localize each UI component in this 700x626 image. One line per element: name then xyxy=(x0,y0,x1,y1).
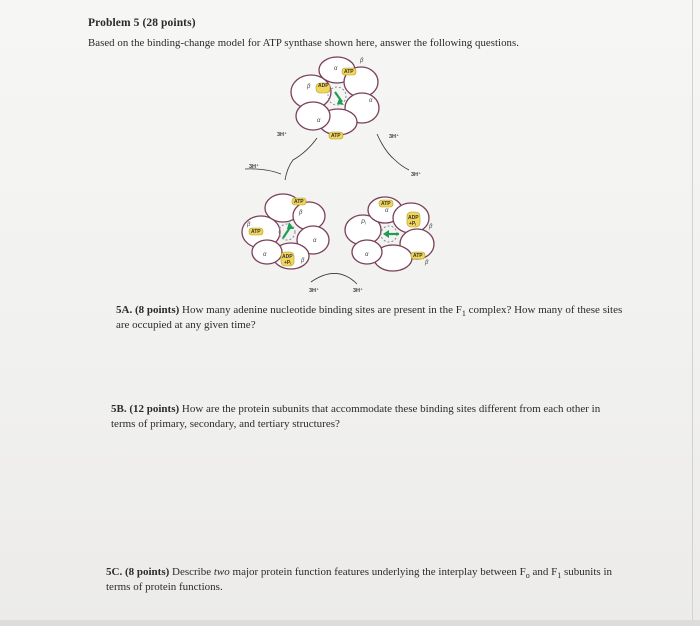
question-5c xyxy=(106,565,626,595)
beta-label: β xyxy=(299,210,303,216)
alpha-label: α xyxy=(385,208,389,214)
nucleotide-label: ATP xyxy=(344,69,354,75)
alpha-label: α xyxy=(313,238,317,244)
question-points: (8 points) xyxy=(134,304,180,316)
beta-label: β xyxy=(307,84,311,90)
beta-label: β xyxy=(429,224,433,230)
question-label: 5B. xyxy=(111,403,127,415)
alpha-label: α xyxy=(365,252,369,258)
problem-intro: Based on the binding-change model for ATP synthase shown here, answer the following questions. xyxy=(88,37,519,49)
alpha-label: α xyxy=(317,118,321,124)
problem-title: Problem 5 (28 points) xyxy=(88,17,196,29)
nucleotide-label: ATP xyxy=(381,201,391,207)
proton-label: 3H⁺ xyxy=(353,288,363,292)
question-label: 5C. xyxy=(106,566,123,578)
question-5a xyxy=(116,303,626,333)
question-text: How many adenine nucleotide binding sites are present in the F xyxy=(182,304,462,316)
proton-label: 3H⁺ xyxy=(389,134,399,140)
nucleotide-label: +Pᵢ xyxy=(284,260,291,266)
beta-label: β xyxy=(247,222,251,228)
nucleotide-label: ADP xyxy=(408,215,419,221)
nucleotide-label: ATP xyxy=(413,253,423,259)
beta-label: β xyxy=(425,260,429,266)
subscript: o xyxy=(525,571,530,580)
alpha-label: α xyxy=(369,98,373,104)
f1-head-top xyxy=(291,57,379,139)
pi-label: Pᵢ xyxy=(361,220,366,226)
nucleotide-label: ADP xyxy=(318,83,329,89)
binding-change-diagram xyxy=(225,52,455,292)
f1-head-right xyxy=(345,197,434,271)
question-text: and F xyxy=(532,566,558,578)
alpha-label: α xyxy=(263,252,267,258)
question-points: (8 points) xyxy=(124,566,170,578)
beta-label: β xyxy=(360,58,364,64)
nucleotide-label: ADP xyxy=(282,254,293,260)
alpha-label: α xyxy=(334,66,338,72)
nucleotide-label: +Pᵢ xyxy=(409,221,416,227)
nucleotide-label: ATP xyxy=(251,229,261,235)
question-text: complex? How many of these sites are occupied at any given time? xyxy=(116,304,623,331)
f1-head-left xyxy=(242,194,329,269)
question-points: (12 points) xyxy=(129,403,180,415)
question-text: subunits in terms of protein functions. xyxy=(106,566,612,593)
question-5b xyxy=(111,402,621,432)
page-bottom-edge xyxy=(0,620,700,626)
proton-label: 3H⁺ xyxy=(249,164,259,170)
nucleotide-label: ATP xyxy=(331,133,341,139)
question-text: major protein function features underlying the interplay between F xyxy=(232,566,526,578)
subscript: 1 xyxy=(557,571,562,580)
proton-label: 3H⁺ xyxy=(411,172,421,178)
proton-label: 3H⁺ xyxy=(277,132,287,138)
question-text: Describe xyxy=(172,566,212,578)
subscript: 1 xyxy=(461,309,466,318)
beta-label: β xyxy=(301,258,305,264)
question-emphasis: two xyxy=(213,566,230,578)
page-edge-shadow xyxy=(692,0,693,626)
question-text: How are the protein subunits that accommodate these binding sites different from each other in terms of primary, secondary, and tertiary structures? xyxy=(111,403,601,430)
question-label: 5A. xyxy=(116,304,133,316)
proton-label: 3H⁺ xyxy=(309,288,319,292)
nucleotide-label: ATP xyxy=(294,199,304,205)
